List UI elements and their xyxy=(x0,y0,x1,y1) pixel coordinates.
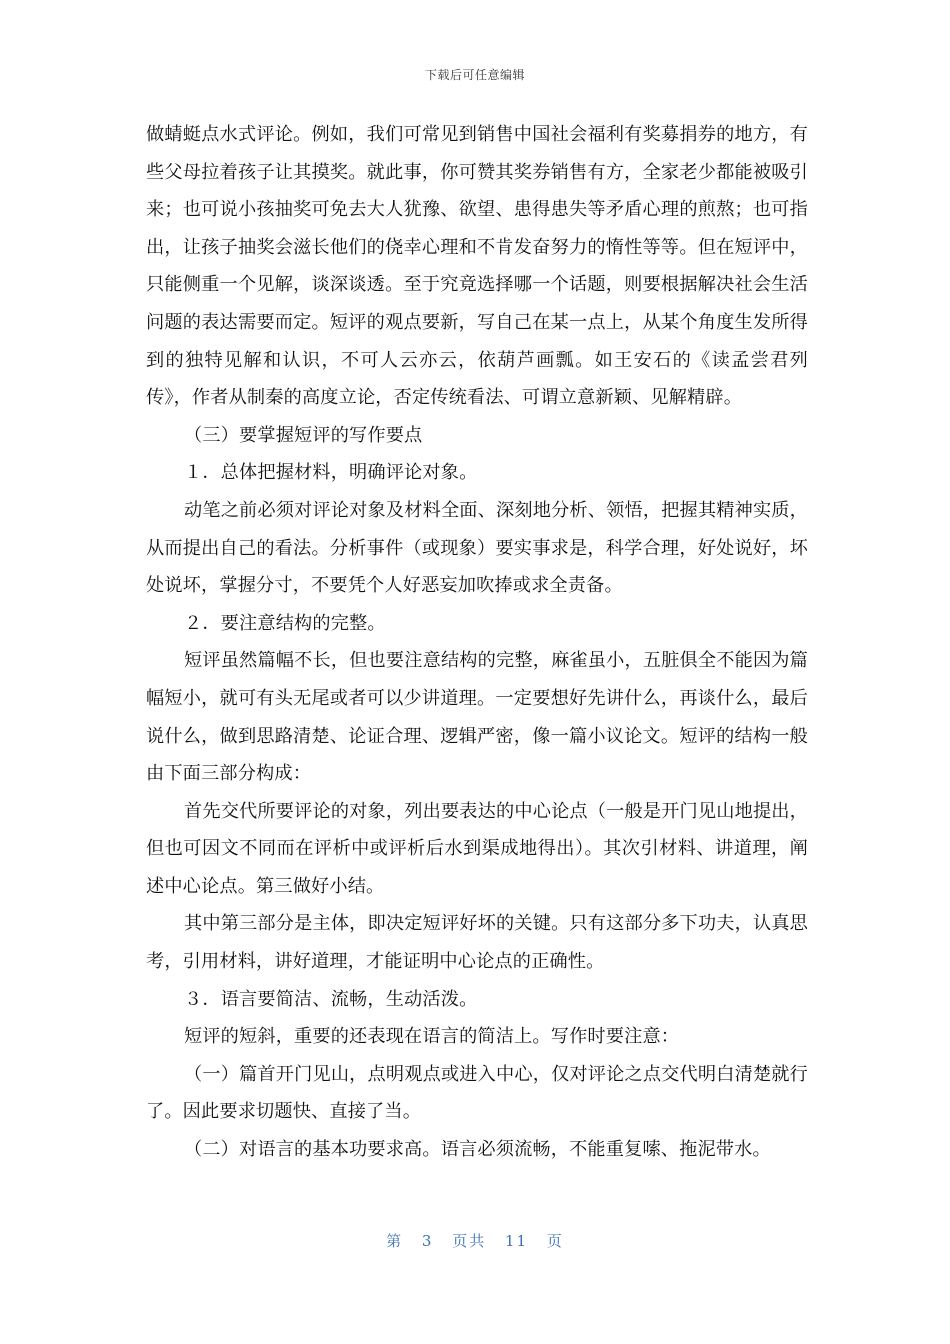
paragraph-continuation: 做蜻蜓点水式评论。例如，我们可常见到销售中国社会福利有奖募捐券的地方，有些父母拉着孩子让其摸奖。就此事，你可赞其奖券销售有方，全家老少都能被吸引来；也可说小孩抽奖可免去大人犹豫、欲望、患得患失等矛盾心理的煎熬；也可指出，让孩子抽奖会滋长他们的侥幸心理和不肯发奋努力的惰性等等。但在短评中，只能侧重一个见解，谈深谈透。至于究竟选择哪一个话题，则要根据解决社会生活问题的表达需要而定。短评的观点要新，写自己在某一点上，从某个角度生发所得到的独特见解和认识，不可人云亦云，依葫芦画瓢。如王安石的《读孟尝君列传》，作者从制秦的高度立论，否定传统看法、可谓立意新颖、见解精辟。 xyxy=(146,124,808,409)
paragraph: 首先交代所要评论的对象，列出要表达的中心论点（一般是开门见山地提出，但也可因文不同而在评析中或评析后水到渠成地得出）。其次引材料、讲道理，阐述中心论点。第三做好小结。 xyxy=(146,800,808,897)
paragraph: 短评的短斜，重要的还表现在语言的简洁上。写作时要注意： xyxy=(184,1026,680,1048)
paragraph: （二）对语言的基本功要求高。语言必须流畅，不能重复嗦、拖泥带水。 xyxy=(184,1139,771,1161)
page-number-footer: 第 3 页共 11 页 xyxy=(386,1232,564,1250)
document-body xyxy=(146,116,808,1169)
paragraph: 动笔之前必须对评论对象及材料全面、深刻地分析、领悟，把握其精神实质，从而提出自己的看法。分析事件（或现象）要实事求是，科学合理，好处说好，坏处说坏，掌握分寸，不要凭个人好恶妄加吹捧或求全责备。 xyxy=(146,499,808,597)
paragraph: 短评虽然篇幅不长，但也要注意结构的完整，麻雀虽小，五脏俱全不能因为篇幅短小，就可有头无尾或者可以少讲道理。一定要想好先讲什么，再谈什么，最后说什么，做到思路清楚、论证合理、逻辑严密，像一篇小议论文。短评的结构一般由下面三部分构成： xyxy=(146,650,808,785)
paragraph: 其中第三部分是主体，即决定短评好坏的关键。只有这部分多下功夫，认真思考，引用材料，讲好道理，才能证明中心论点的正确性。 xyxy=(146,913,808,973)
point-heading-2: ２．要注意结构的完整。 xyxy=(184,612,386,634)
paragraph: （一）篇首开门见山，点明观点或进入中心，仅对评论之点交代明白清楚就行了。因此要求切题快、直接了当。 xyxy=(146,1063,808,1123)
section-heading: （三）要掌握短评的写作要点 xyxy=(184,424,423,446)
point-heading-1: １．总体把握材料，明确评论对象。 xyxy=(184,462,478,484)
point-heading-3: ３．语言要简洁、流畅，生动活泼。 xyxy=(184,988,478,1010)
page-header: 下载后可任意编辑 xyxy=(424,68,525,82)
